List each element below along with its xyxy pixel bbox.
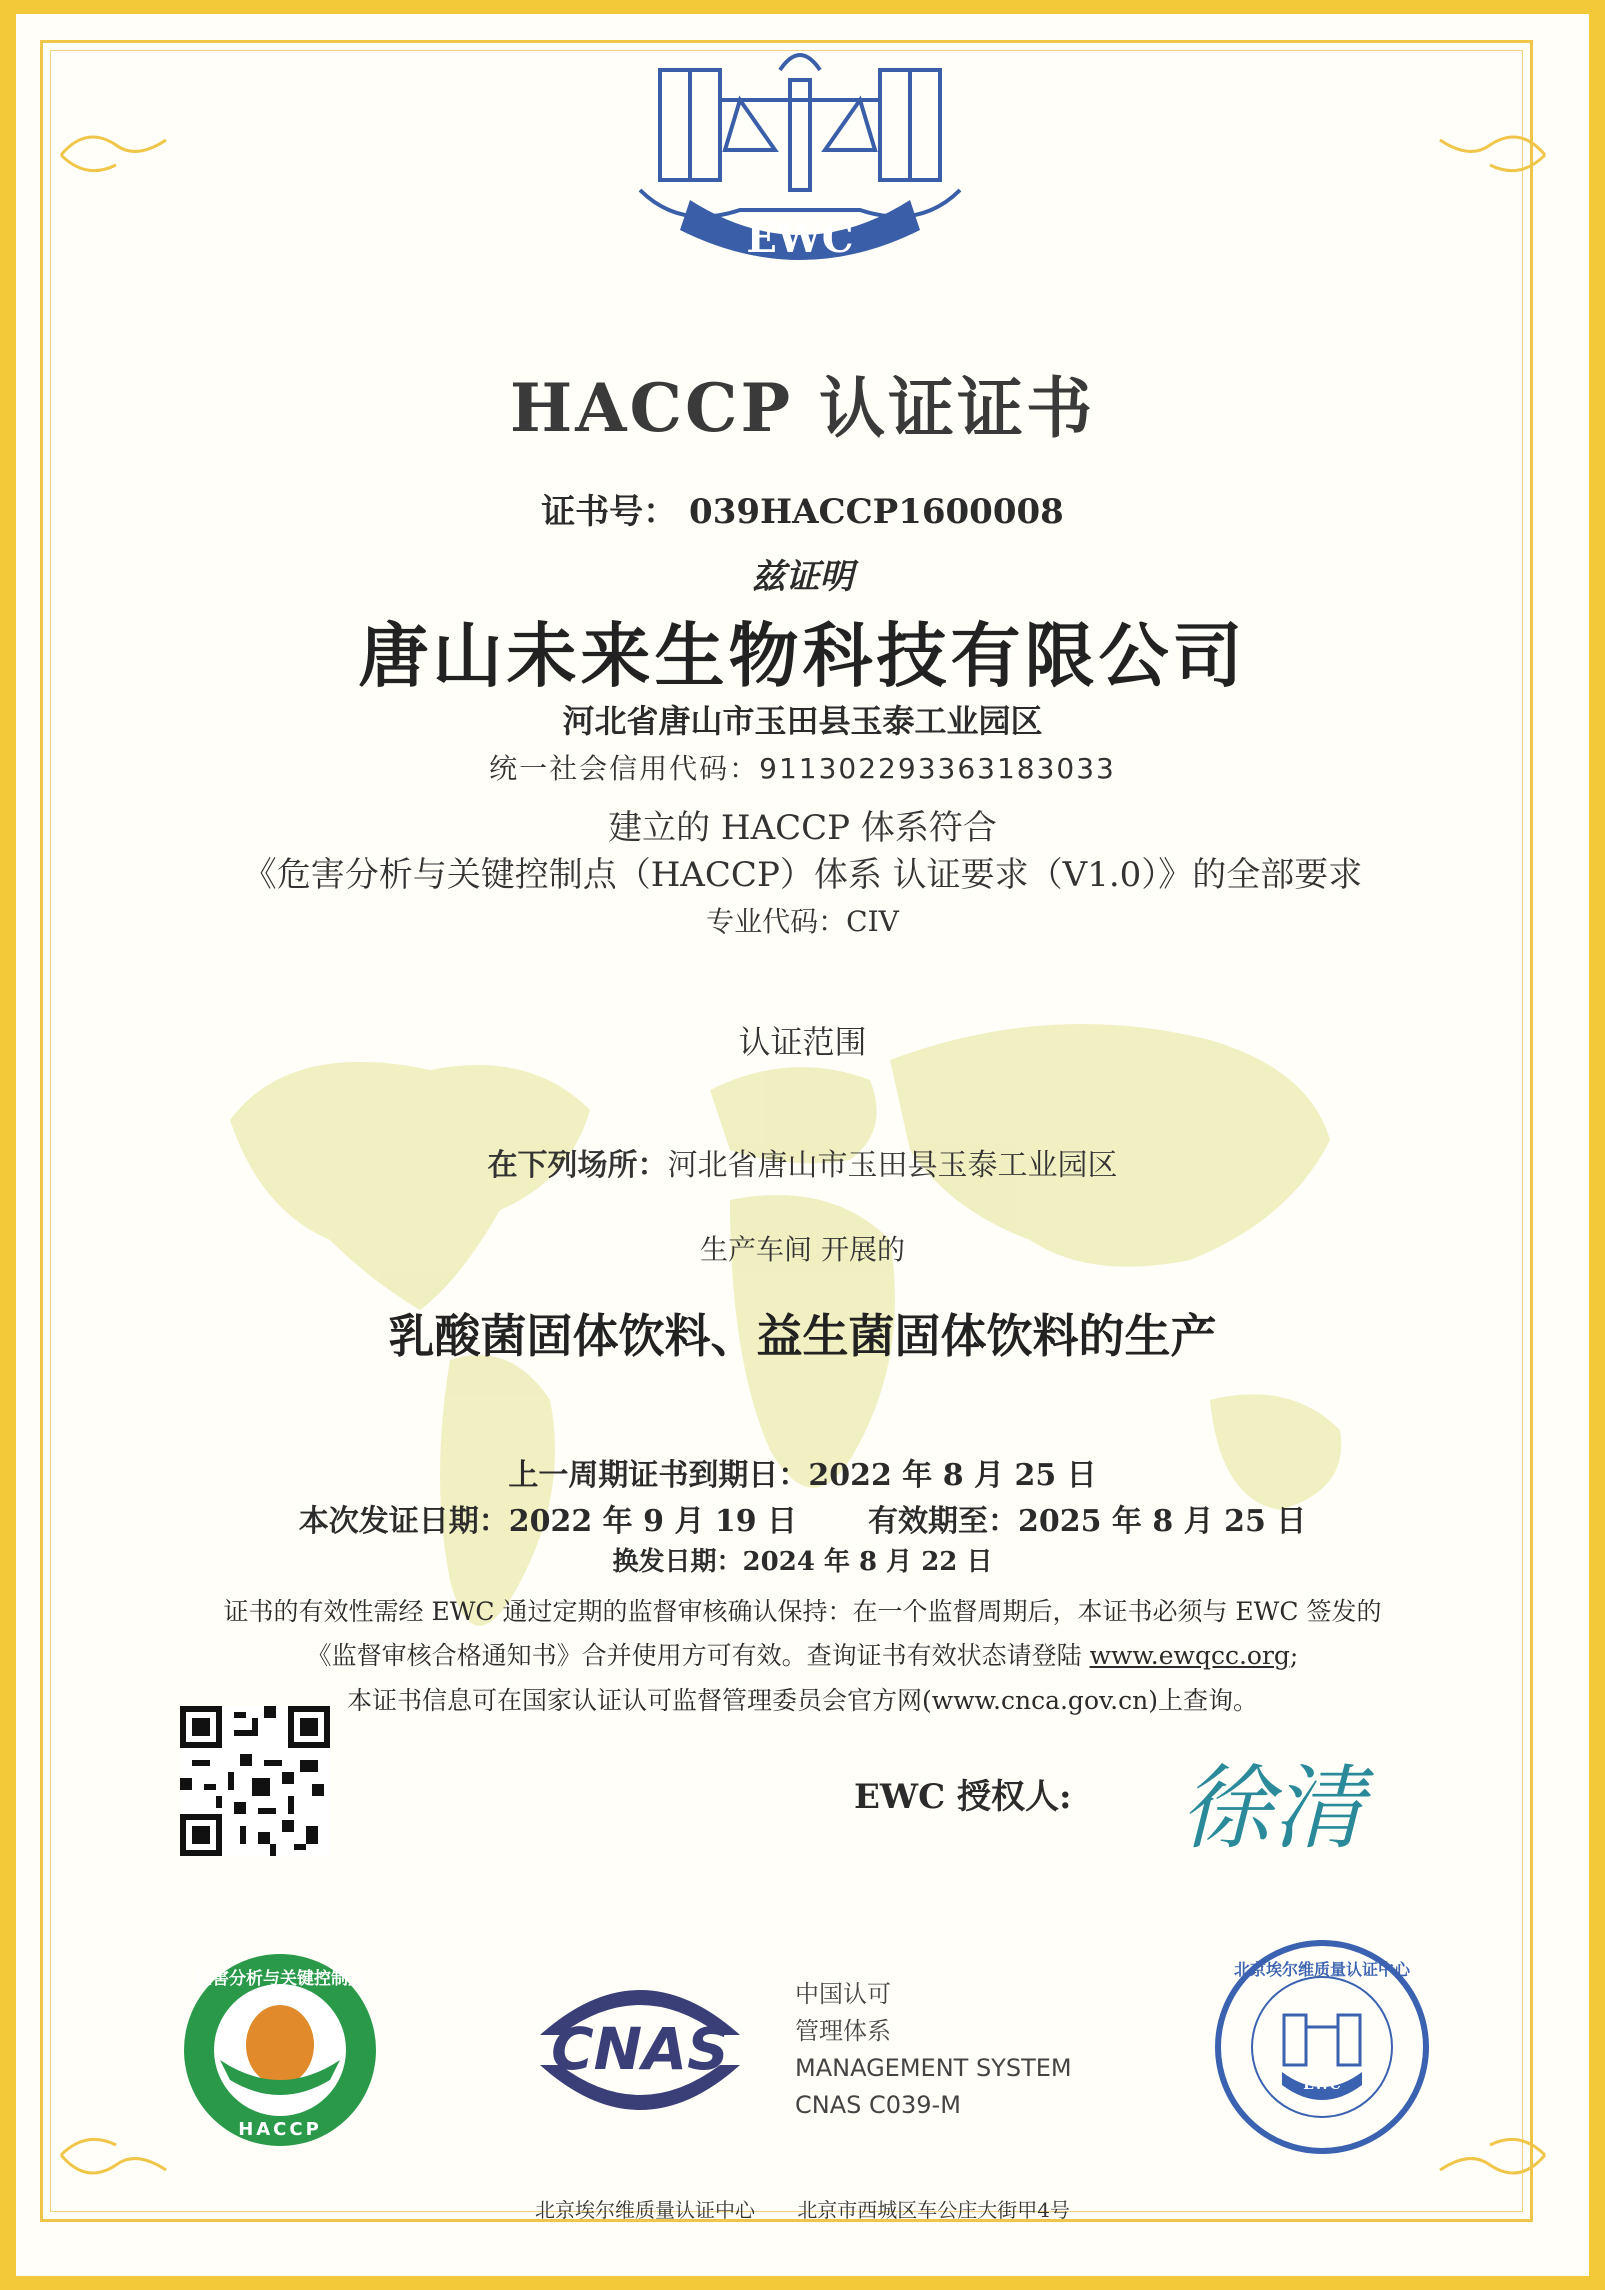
site-address: 河北省唐山市玉田县玉泰工业园区 xyxy=(667,1148,1118,1183)
ewc-seal-stamp xyxy=(1212,1937,1432,2157)
issue-validity-line xyxy=(0,1496,1605,1540)
hereby-certify: 兹证明 xyxy=(751,557,854,597)
reissue-date: 2024 年 8 月 22 日 xyxy=(742,1547,993,1577)
cnas-line-4: CNAS C039-M xyxy=(795,2091,961,2119)
qr-code[interactable] xyxy=(180,1706,330,1856)
certificate-number-label: 证书号： xyxy=(541,492,678,532)
cnas-line-2: 管理体系 xyxy=(795,2017,891,2045)
seal-ring-text: 北京埃尔维质量认证中心 xyxy=(1233,1960,1411,1979)
previous-expiry-line xyxy=(0,1450,1605,1494)
validity-note-line-1: 证书的有效性需经 EWC 通过定期的监督审核确认保持：在一个监督周期后，本证书必须与 EWC 签发的 xyxy=(223,1597,1382,1626)
credit-code-label: 统一社会信用代码： xyxy=(489,752,760,785)
validity-note-end: ; xyxy=(1289,1641,1299,1670)
company-address: 河北省唐山市玉田县玉泰工业园区 xyxy=(562,702,1043,740)
signature xyxy=(1170,1740,1410,1880)
signature-text: 徐清 xyxy=(1180,1755,1365,1862)
standard-line-1: 建立的 HACCP 体系符合 xyxy=(608,808,997,848)
corner-ornament-top-left xyxy=(56,120,176,190)
footer-org: 北京埃尔维质量认证中心 xyxy=(534,2198,755,2222)
specialty-code-line xyxy=(0,900,1605,940)
certificate-number: 039HACCP1600008 xyxy=(689,492,1064,532)
specialty-code: CIV xyxy=(846,905,899,938)
previous-expiry-date: 2022 年 8 月 25 日 xyxy=(808,1458,1097,1493)
seal-emblem-text: EWC xyxy=(1303,2077,1341,2093)
cnas-logo xyxy=(520,1955,760,2135)
cnas-line-3: MANAGEMENT SYSTEM xyxy=(795,2054,1072,2082)
issue-date: 2022 年 9 月 19 日 xyxy=(508,1504,798,1539)
site-label: 在下列场所： xyxy=(487,1148,668,1183)
cnca-note: 本证书信息可在国家认证认可监督管理委员会官方网(www.cnca.gov.cn)上查询。 xyxy=(347,1686,1258,1715)
valid-until-label: 有效期至： xyxy=(867,1504,1018,1539)
valid-until-date: 2025 年 8 月 25 日 xyxy=(1017,1504,1307,1539)
credit-code-line xyxy=(0,747,1605,787)
reissue-line xyxy=(0,1541,1605,1578)
haccp-bottom-text: HACCP xyxy=(238,2119,322,2140)
reissue-label: 换发日期： xyxy=(612,1547,743,1577)
company-name: 唐山未来生物科技有限公司 xyxy=(358,614,1247,697)
cnas-mark: CNAS xyxy=(551,2015,729,2083)
page-title: HACCP 认证证书 xyxy=(509,369,1096,447)
haccp-logo xyxy=(180,1950,380,2150)
cnas-line-1: 中国认可 xyxy=(795,1980,891,2008)
footer-address: 北京市西城区车公庄大街甲4号 xyxy=(797,2198,1071,2222)
credit-code: 911302293363183033 xyxy=(759,752,1116,785)
issue-date-label: 本次发证日期： xyxy=(298,1504,509,1539)
certificate-number-line xyxy=(0,484,1605,533)
standard-line-2: 《危害分析与关键控制点（HACCP）体系 认证要求（V1.0）》的全部要求 xyxy=(242,855,1363,895)
previous-expiry-label: 上一周期证书到期日： xyxy=(508,1458,809,1493)
footer xyxy=(0,2194,1605,2223)
workshop-line: 生产车间 开展的 xyxy=(700,1233,905,1266)
scope-heading: 认证范围 xyxy=(738,1023,867,1061)
validity-note-line-2 xyxy=(0,1636,1605,1672)
verification-website-link[interactable]: www.ewqcc.org xyxy=(1089,1641,1290,1670)
specialty-code-label: 专业代码： xyxy=(706,905,847,938)
site-line xyxy=(0,1140,1605,1184)
haccp-ring-text: 危害分析与关键控制点 xyxy=(195,1969,365,1989)
cnas-accreditation-text xyxy=(795,1976,1072,2124)
ewc-emblem-logo xyxy=(620,40,980,275)
corner-ornament-top-right xyxy=(1430,120,1550,190)
product-scope: 乳酸菌固体饮料、益生菌固体饮料的生产 xyxy=(388,1309,1217,1363)
authorized-signatory-label: EWC 授权人: xyxy=(854,1777,1072,1817)
corner-ornament-bottom-right xyxy=(1430,2120,1550,2190)
validity-note-text: 《监督审核合格通知书》合并使用方可有效。查询证书有效状态请登陆 xyxy=(306,1641,1090,1670)
emblem-label: EWC xyxy=(746,215,854,262)
corner-ornament-bottom-left xyxy=(56,2120,176,2190)
